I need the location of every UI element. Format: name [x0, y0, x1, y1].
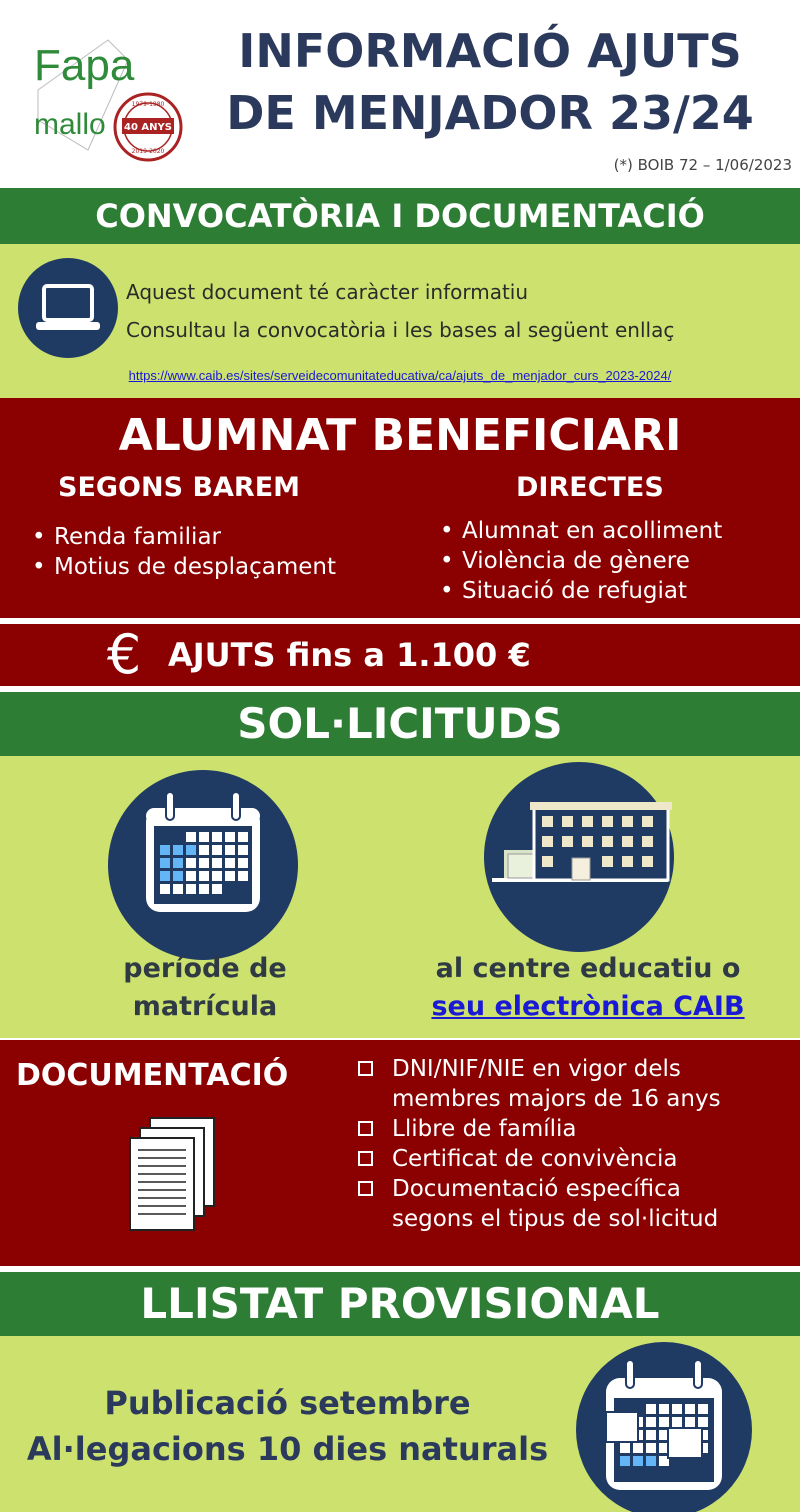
checkbox-icon	[358, 1151, 373, 1166]
seu-electronica-link[interactable]: seu electrònica CAIB	[431, 991, 745, 1022]
sollicitud-periode: període de matrícula	[123, 953, 287, 1022]
svg-text:1979-1980: 1979-1980	[131, 101, 165, 108]
list-item: DNI/NIF/NIE en vigor dels membres majors de 16 anys	[356, 1054, 796, 1114]
sollicituds-heading-band	[0, 692, 800, 756]
list-item: • Alumnat en acolliment	[440, 516, 722, 546]
logo-main-text: Fapa	[34, 41, 135, 90]
ajuts-amount: AJUTS fins a 1.100 €	[168, 636, 531, 674]
convocatoria-link[interactable]: https://www.caib.es/sites/serveidecomunitateducativa/ca/ajuts_de_menjador_curs_2023-2024/	[128, 368, 672, 383]
checkbox-icon	[358, 1181, 373, 1196]
checkbox-icon	[358, 1061, 373, 1076]
documentacio-heading: DOCUMENTACIÓ	[16, 1058, 289, 1093]
title-line-2: DE MENJADOR 23/24	[226, 86, 754, 140]
title-line-1: INFORMACIÓ AJUTS	[238, 24, 742, 78]
directes-list	[440, 516, 722, 606]
list-item: • Motius de desplaçament	[32, 552, 336, 582]
convocatoria-heading: CONVOCATÒRIA I DOCUMENTACIÓ	[95, 197, 705, 235]
documents-icon	[126, 1116, 226, 1236]
list-item: Certificat de convivència	[356, 1144, 796, 1174]
beneficiari-heading: ALUMNAT BENEFICIARI	[118, 410, 682, 461]
page-title	[190, 20, 790, 144]
info-line-2: Consultau la convocatòria i les bases al següent enllaç	[126, 318, 675, 342]
list-item: Llibre de família	[356, 1114, 796, 1144]
sollicituds-heading: SOL·LICITUDS	[237, 699, 563, 748]
list-item: • Renda familiar	[32, 522, 336, 552]
euro-icon: €	[106, 623, 142, 686]
info-line-1: Aquest document té caràcter informatiu	[126, 280, 529, 304]
calendar-icon	[576, 1342, 752, 1512]
fapa-logo	[28, 30, 198, 170]
segons-barem-list	[32, 522, 336, 582]
convocatoria-heading-band	[0, 188, 800, 244]
laptop-icon	[18, 258, 118, 358]
list-item: • Violència de gènere	[440, 546, 722, 576]
list-item: • Situació de refugiat	[440, 576, 722, 606]
checkbox-icon	[358, 1121, 373, 1136]
calendar-icon	[108, 770, 298, 960]
seal-icon	[115, 94, 181, 160]
page-subtitle: (*) BOIB 72 – 1/06/2023	[613, 156, 792, 174]
school-building-icon	[484, 762, 674, 952]
llistat-heading: LLISTAT PROVISIONAL	[140, 1279, 660, 1328]
llistat-text: Publicació setembre Al·legacions 10 dies naturals	[26, 1384, 549, 1468]
logo-sub-text: mallo	[34, 108, 106, 141]
llistat-heading-band	[0, 1272, 800, 1336]
svg-text:40 ANYS: 40 ANYS	[124, 122, 172, 133]
segons-barem-heading: SEGONS BAREM	[58, 472, 301, 503]
list-item: Documentació específica segons el tipus de sol·licitud	[356, 1174, 796, 1234]
directes-heading: DIRECTES	[516, 472, 664, 503]
sollicitud-lloc: al centre educatiu o seu electrònica CAIB	[431, 953, 745, 1022]
svg-text:2019-2020: 2019-2020	[131, 148, 165, 155]
documentacio-list	[356, 1054, 796, 1234]
